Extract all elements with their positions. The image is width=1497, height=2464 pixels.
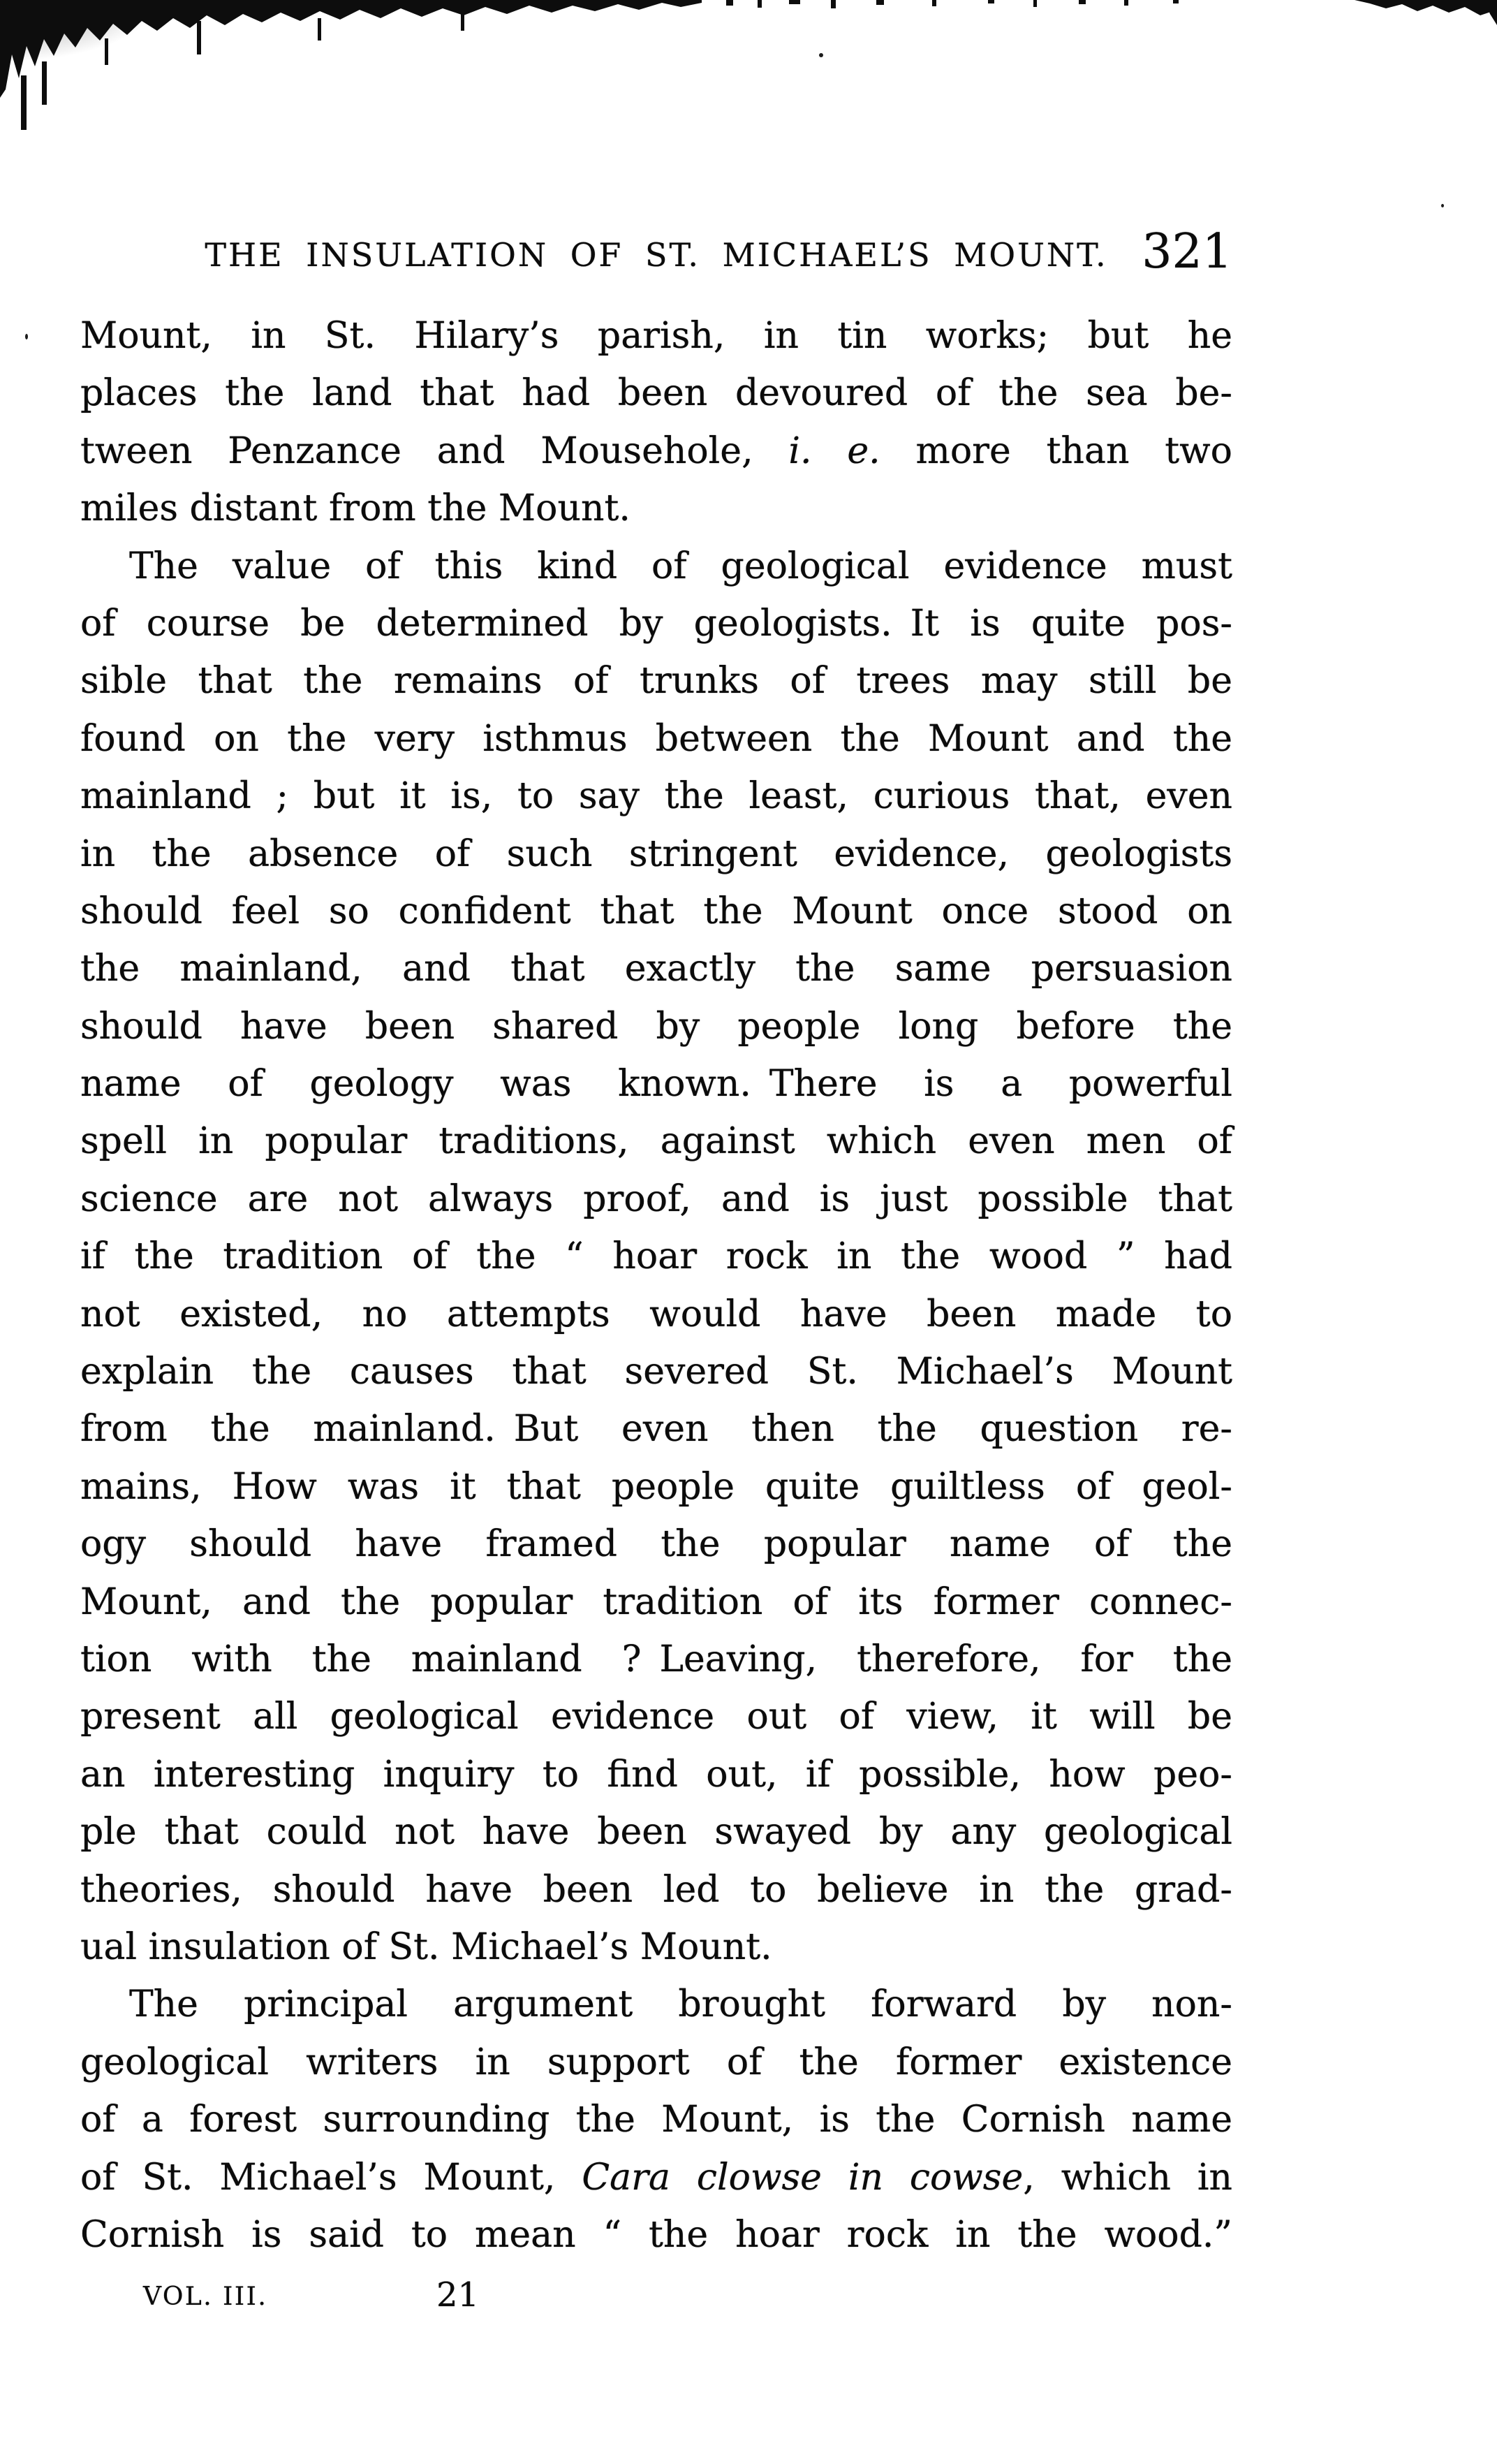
- text-line: [80, 768, 1232, 825]
- text-segment: Mount, and the popular tradition of its former connec-: [80, 1581, 1232, 1623]
- text-segment: Mount, in St. Hilary’s parish, in tin works; but he: [80, 315, 1232, 357]
- text-segment: if the tradition of the “ hoar rock in the wood ” had: [80, 1235, 1232, 1278]
- text-line: [80, 2034, 1232, 2091]
- text-segment: spell in popular traditions, against which even men of: [80, 1120, 1232, 1163]
- text-segment: mainland ; but it is, to say the least, curious that, even: [80, 775, 1232, 818]
- text-line: [80, 652, 1232, 710]
- text-segment: tween Penzance and Mousehole,: [80, 430, 789, 472]
- text-line: [80, 595, 1232, 652]
- scan-speck: [819, 53, 823, 57]
- text-segment: an interesting inquiry to find out, if possible, how peo-: [80, 1753, 1232, 1796]
- volume-label: VOL. III.: [143, 2282, 268, 2311]
- text-segment: tion with the mainland ? Leaving, therefore, for the: [80, 1638, 1232, 1680]
- page-footer: [143, 2274, 772, 2323]
- text-segment: in the absence of such stringent evidence, geologists: [80, 833, 1232, 875]
- text-segment: ual insulation of St. Michael’s Mount.: [80, 1926, 772, 1968]
- text-segment: The principal argument brought forward by non-: [129, 1983, 1232, 2026]
- text-line: [80, 2091, 1232, 2148]
- text-line: [80, 1631, 1232, 1688]
- text-line: [80, 1976, 1232, 2033]
- scan-speck: [25, 334, 28, 339]
- text-line: [80, 1516, 1232, 1573]
- text-segment: of St. Michael’s Mount,: [80, 2156, 582, 2199]
- text-line: [80, 1343, 1232, 1400]
- text-line: [80, 2149, 1232, 2206]
- text-line: [80, 1171, 1232, 1228]
- text-line: [80, 1861, 1232, 1919]
- text-line: [80, 307, 1232, 365]
- text-segment: explain the causes that severed St. Michael’s Mount: [80, 1351, 1232, 1393]
- text-segment: the mainland, and that exactly the same persuasion: [80, 948, 1232, 990]
- scan-artifact-top-edge: [0, 0, 1497, 140]
- text-segment: The value of this kind of geological evidence must: [129, 545, 1232, 587]
- text-segment: Cornish is said to mean “ the hoar rock in the wood.”: [80, 2213, 1232, 2256]
- text-line: [80, 710, 1232, 768]
- text-segment: found on the very isthmus between the Mount and the: [80, 717, 1232, 760]
- text-line: [80, 1574, 1232, 1631]
- text-segment: sible that the remains of trunks of trees may still be: [80, 660, 1232, 703]
- text-line: [80, 538, 1232, 595]
- text-line: [80, 480, 1232, 537]
- page-header: [80, 224, 1232, 284]
- text-segment: should feel so confident that the Mount once stood on: [80, 890, 1232, 932]
- scan-speck: [1441, 204, 1444, 207]
- text-line: [80, 1228, 1232, 1285]
- text-line: [80, 826, 1232, 883]
- text-segment: ple that could not have been swayed by any geological: [80, 1811, 1232, 1854]
- text-line: [80, 998, 1232, 1055]
- signature-number: 21: [436, 2275, 480, 2315]
- text-segment: mains, How was it that people quite guiltless of geol-: [80, 1465, 1232, 1508]
- text-line: [80, 423, 1232, 480]
- text-line: [80, 883, 1232, 940]
- text-segment: more than two: [880, 430, 1232, 472]
- text-line: [80, 1458, 1232, 1516]
- text-line: [80, 1055, 1232, 1113]
- text-segment: present all geological evidence out of view, it will be: [80, 1696, 1232, 1738]
- text-line: [80, 2206, 1232, 2264]
- text-line: [80, 940, 1232, 997]
- text-line: [80, 1919, 1232, 1976]
- text-segment: from the mainland. But even then the question re-: [80, 1408, 1232, 1451]
- text-line: [80, 1688, 1232, 1745]
- text-segment: not existed, no attempts would have been made to: [80, 1293, 1232, 1335]
- text-segment: name of geology was known. There is a powerful: [80, 1063, 1232, 1106]
- text-line: [80, 1746, 1232, 1803]
- italic-text-segment: i. e.: [788, 430, 880, 472]
- text-line: [80, 1400, 1232, 1458]
- text-segment: geological writers in support of the former existence: [80, 2041, 1232, 2083]
- text-segment: should have been shared by people long before the: [80, 1005, 1232, 1048]
- running-header-title: THE INSULATION OF ST. MICHAEL’S MOUNT.: [205, 236, 1108, 274]
- italic-text-segment: Cara clowse in cowse: [582, 2156, 1024, 2199]
- text-line: [80, 1286, 1232, 1343]
- text-line: [80, 1803, 1232, 1861]
- text-segment: theories, should have been led to believe in the grad-: [80, 1868, 1232, 1911]
- text-line: [80, 1113, 1232, 1170]
- text-segment: of course be determined by geologists. It is quite pos-: [80, 602, 1232, 645]
- text-segment: miles distant from the Mount.: [80, 487, 630, 530]
- text-segment: , which in: [1023, 2156, 1232, 2199]
- page-number: 321: [1142, 224, 1232, 279]
- text-segment: ogy should have framed the popular name of the: [80, 1523, 1232, 1566]
- text-line: [80, 365, 1232, 422]
- text-segment: of a forest surrounding the Mount, is the Cornish name: [80, 2099, 1232, 2141]
- text-segment: science are not always proof, and is just possible that: [80, 1178, 1232, 1220]
- page-body-text: [80, 307, 1232, 2264]
- text-segment: places the land that had been devoured of the sea be-: [80, 372, 1232, 415]
